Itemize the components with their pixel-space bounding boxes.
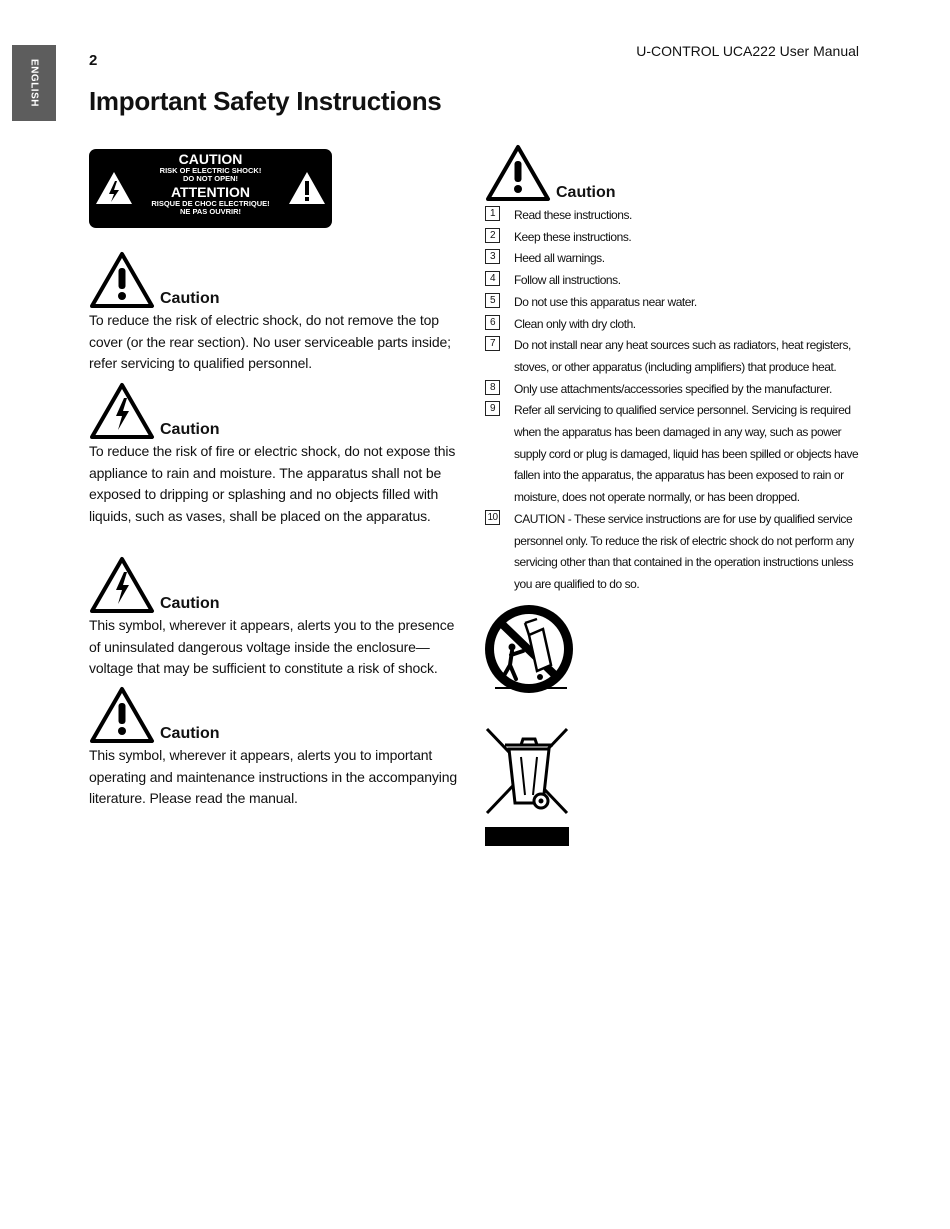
caution-label-line: RISQUE DE CHOC ELECTRIQUE! [151, 199, 270, 209]
item-text: Clean only with dry cloth. [514, 316, 636, 331]
lightning-triangle-icon [89, 381, 155, 439]
caution-title: Caution [160, 725, 220, 742]
item-number: 9 [485, 401, 500, 416]
caution-block [89, 685, 461, 810]
item-text: CAUTION - These service instructions are for use by qualified service personnel only. To reduce the risk of electric shock do not perform any servicing other than that contained in the operation instructions unless you are qualified to do so. [514, 511, 854, 591]
language-tab [12, 45, 56, 121]
caution-block [89, 555, 461, 680]
caution-text: To reduce the risk of fire or electric shock, do not expose this appliance to rain and moisture. The apparatus shall not be exposed to dripping or splashing and no objects filled with liquids, such as vases, shall be placed on the apparatus. [89, 443, 456, 525]
item-text: Follow all instructions. [514, 273, 621, 288]
item-number: 8 [485, 380, 500, 395]
caution-title: Caution [160, 421, 220, 438]
page-number: 2 [89, 52, 98, 69]
exclamation-triangle-icon [485, 143, 551, 201]
page-title: Important Safety Instructions [89, 86, 442, 116]
item-text: Only use attachments/accessories specified by the manufacturer. [514, 381, 832, 396]
caution-title: Caution [160, 595, 220, 612]
caution-label-line: RISK OF ELECTRIC SHOCK! [159, 165, 262, 175]
item-number: 5 [485, 293, 500, 308]
item-text: Heed all warnings. [514, 251, 605, 266]
language-tab-label: ENGLISH [28, 59, 40, 107]
item-number: 7 [485, 336, 500, 351]
lightning-triangle-icon [89, 555, 155, 613]
item-number: 10 [485, 510, 500, 525]
list-item [485, 248, 860, 270]
caution-label-text [127, 152, 294, 216]
exclamation-triangle-icon [287, 170, 327, 206]
list-item [485, 314, 860, 336]
item-text: Refer all servicing to qualified service personnel. Servicing is required when the apparatus has been damaged in any way, such as power supply cord or plug is damaged, liquid has been spilled or objects have fallen into the apparatus, the apparatus has been exposed to rain or moisture, does not operate normally, or has been dropped. [514, 403, 859, 505]
cart-tip-over-icon [485, 605, 575, 695]
list-item [485, 379, 860, 401]
list-item [485, 292, 860, 314]
item-text: Keep these instructions. [514, 229, 632, 244]
caution-block [89, 250, 461, 375]
item-text: Read these instructions. [514, 208, 632, 222]
caution-title: Caution [160, 290, 220, 307]
exclamation-triangle-icon [89, 250, 155, 308]
list-item [485, 205, 860, 227]
caution-label-line: CAUTION [178, 151, 243, 167]
item-number: 4 [485, 271, 500, 286]
caution-text: This symbol, wherever it appears, alerts you to important operating and maintenance instructions in the accompanying literature. Please read the manual. [89, 747, 457, 807]
caution-text: To reduce the risk of electric shock, do not remove the top cover (or the rear section). No user serviceable parts inside; refer servicing to qualified personnel. [89, 312, 451, 372]
caution-label [89, 149, 332, 228]
item-number: 1 [485, 206, 500, 221]
list-item [485, 509, 860, 596]
crossed-out-wheelie-bin-icon [485, 727, 571, 847]
instructions-title: Caution [556, 184, 616, 201]
list-item [485, 335, 860, 378]
caution-block [89, 381, 461, 528]
instructions-list [485, 205, 860, 596]
caution-text: This symbol, wherever it appears, alerts you to the presence of uninsulated dangerous voltage inside the enclosure—voltage that may be sufficient to constitute a risk of shock. [89, 617, 455, 677]
instructions-heading [485, 143, 625, 202]
caution-label-line: NE PAS OUVRIR! [179, 207, 242, 216]
list-item [485, 270, 860, 292]
caution-label-line: ATTENTION [170, 184, 251, 201]
exclamation-triangle-icon [89, 685, 155, 743]
running-header: U-CONTROL UCA222 User Manual [636, 43, 859, 59]
item-text: Do not install near any heat sources such as radiators, heat registers, stoves, or other apparatus (including amplifiers) that produce heat. [514, 338, 851, 374]
list-item [485, 227, 860, 249]
caution-label-line: DO NOT OPEN! [182, 173, 238, 183]
item-number: 3 [485, 249, 500, 264]
item-number: 6 [485, 315, 500, 330]
item-number: 2 [485, 228, 500, 243]
item-text: Do not use this apparatus near water. [514, 294, 697, 309]
list-item [485, 400, 860, 509]
